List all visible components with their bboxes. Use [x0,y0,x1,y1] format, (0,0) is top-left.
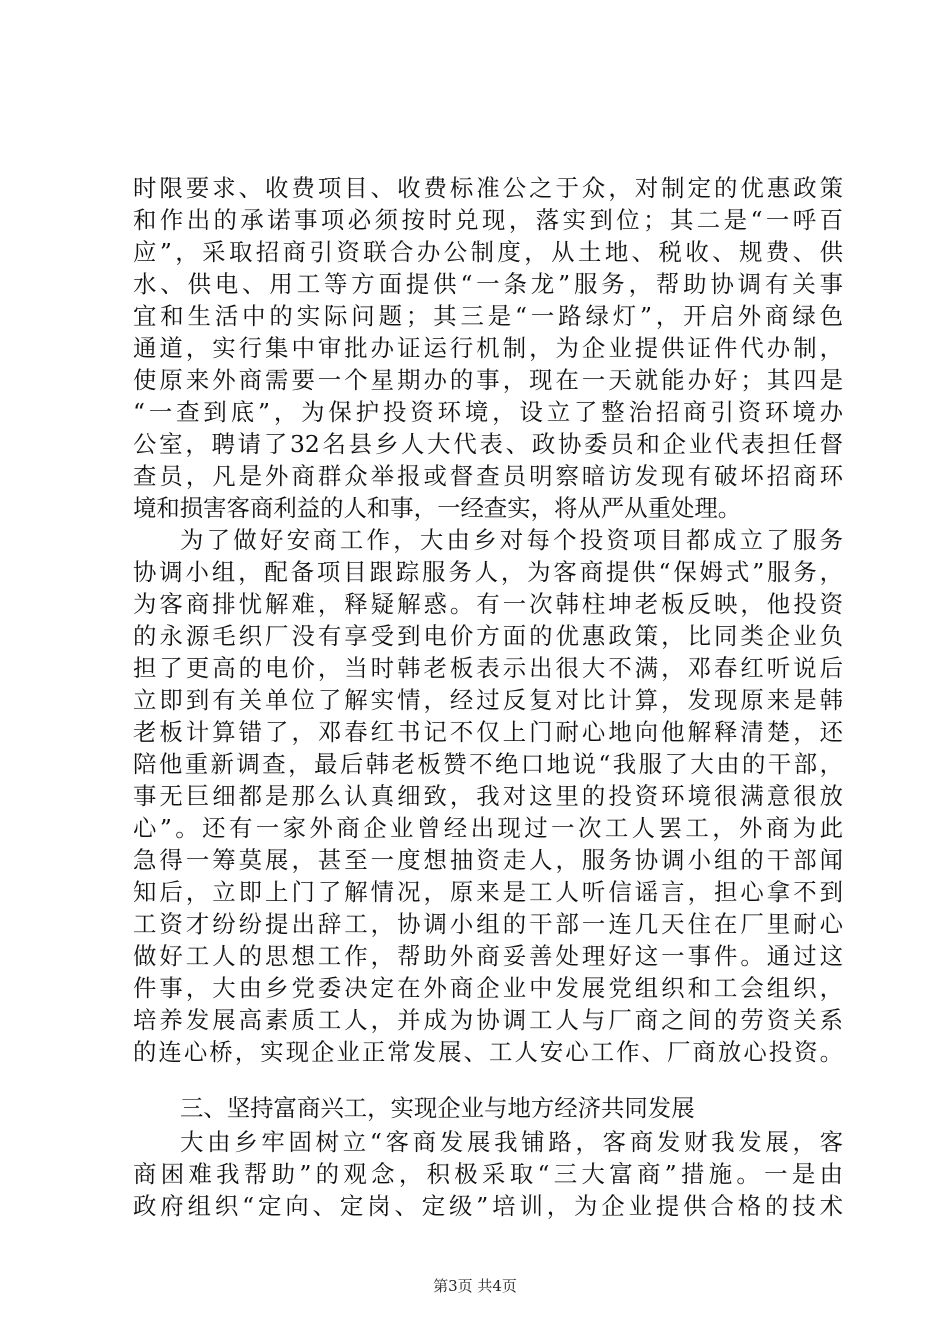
text-line: 使原来外商需要一个星期办的事，现在一天就能办好；其四是 [133,366,843,394]
text-line: 公室，聘请了32名县乡人大代表、政协委员和企业代表担任督 [133,430,843,458]
text-line: 的连心桥，实现企业正常发展、工人安心工作、厂商放心投资。 [133,1038,843,1066]
text-line: 急得一筹莫展，甚至一度想抽资走人，服务协调小组的干部闻 [133,846,843,874]
page-footer: 第3页 共4页 [433,1277,517,1295]
text-line: 应”，采取招商引资联合办公制度，从土地、税收、规费、供 [133,238,843,266]
text-line: 大由乡牢固树立“客商发展我铺路，客商发财我发展，客 [180,1128,843,1156]
text-line: 老板计算错了，邓春红书记不仅上门耐心地向他解释清楚，还 [133,718,843,746]
text-line: “一查到底”，为保护投资环境，设立了整治招商引资环境办 [133,398,843,426]
text-line: 培养发展高素质工人，并成为协调工人与厂商之间的劳资关系 [133,1006,843,1034]
text-line: 做好工人的思想工作，帮助外商妥善处理好这一事件。通过这 [133,942,843,970]
text-line: 宜和生活中的实际问题；其三是“一路绿灯”，开启外商绿色 [133,302,843,330]
text-line: 通道，实行集中审批办证运行机制，为企业提供证件代办制， [133,334,843,362]
text-line: 和作出的承诺事项必须按时兑现，落实到位；其二是“一呼百 [133,206,843,234]
text-line: 政府组织“定向、定岗、定级”培训，为企业提供合格的技术 [133,1192,843,1220]
text-line: 时限要求、收费项目、收费标准公之于众，对制定的优惠政策 [133,174,843,202]
text-line: 水、供电、用工等方面提供“一条龙”服务，帮助协调有关事 [133,270,843,298]
text-line: 为客商排忧解难，释疑解惑。有一次韩柱坤老板反映，他投资 [133,590,843,618]
text-line: 境和损害客商利益的人和事，一经查实，将从严从重处理。 [133,494,742,522]
text-line: 陪他重新调查，最后韩老板赞不绝口地说“我服了大由的干部， [133,750,843,778]
text-line: 工资才纷纷提出辞工，协调小组的干部一连几天住在厂里耐心 [133,910,843,938]
text-line: 心”。还有一家外商企业曾经出现过一次工人罢工，外商为此 [133,814,843,842]
text-line: 事无巨细都是那么认真细致，我对这里的投资环境很满意很放 [133,782,843,810]
text-line: 协调小组，配备项目跟踪服务人，为客商提供“保姆式”服务， [133,558,843,586]
text-line: 的永源毛织厂没有享受到电价方面的优惠政策，比同类企业负 [133,622,843,650]
text-line: 件事，大由乡党委决定在外商企业中发展党组织和工会组织， [133,974,843,1002]
text-line: 查员，凡是外商群众举报或督查员明察暗访发现有破坏招商环 [133,462,843,490]
text-line: 知后，立即上门了解情况，原来是工人听信谣言，担心拿不到 [133,878,843,906]
text-line: 三、坚持富商兴工，实现企业与地方经济共同发展 [180,1094,695,1122]
text-line: 担了更高的电价，当时韩老板表示出很大不满，邓春红听说后 [133,654,843,682]
text-line: 立即到有关单位了解实情，经过反复对比计算，发现原来是韩 [133,686,843,714]
text-line: 为了做好安商工作，大由乡对每个投资项目都成立了服务 [180,526,843,554]
text-line: 商困难我帮助”的观念，积极采取“三大富商”措施。一是由 [133,1160,843,1188]
